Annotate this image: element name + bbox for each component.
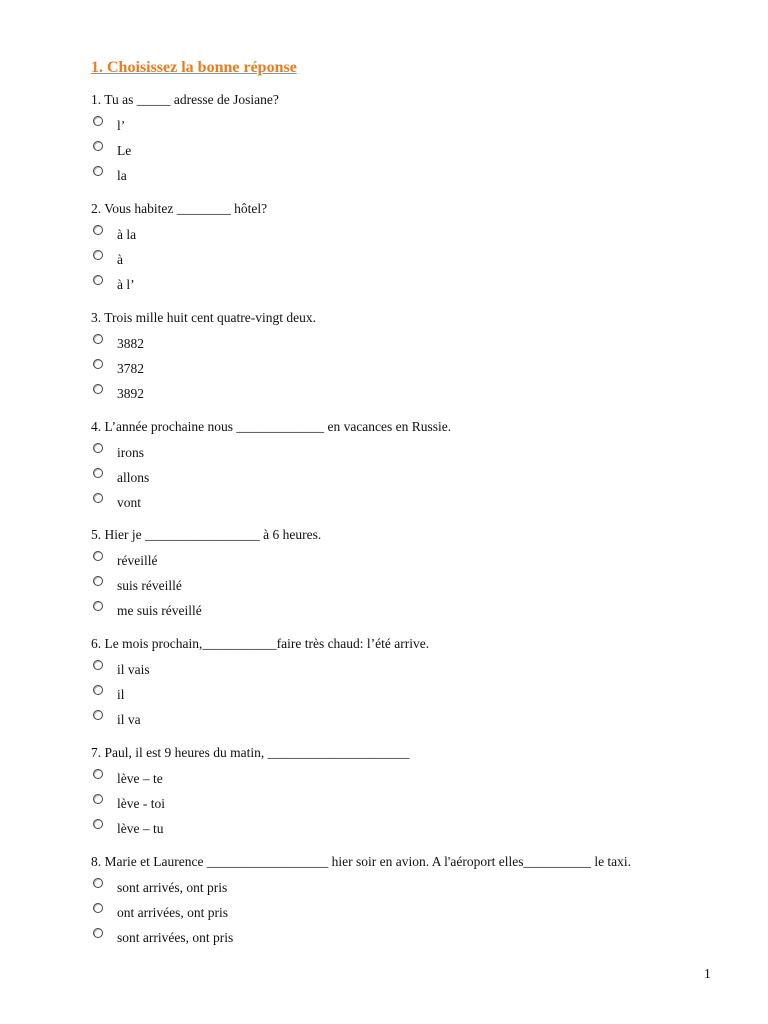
option-label: l’ (117, 118, 126, 133)
answer-option[interactable] (91, 710, 731, 735)
question-4 (91, 419, 731, 518)
question-text: 7. Paul, il est 9 heures du matin, _____________________ (91, 745, 410, 760)
radio-button[interactable] (93, 166, 103, 176)
radio-button[interactable] (93, 903, 103, 913)
answer-option[interactable] (91, 468, 731, 493)
radio-button[interactable] (93, 334, 103, 344)
radio-button[interactable] (93, 660, 103, 670)
option-label: à (117, 252, 123, 267)
option-label: à l’ (117, 277, 135, 292)
option-label: sont arrivées, ont pris (117, 930, 234, 945)
option-label: lève - toi (117, 796, 165, 811)
answer-option[interactable] (91, 141, 731, 166)
answer-option[interactable] (91, 769, 731, 794)
option-label: il vais (117, 662, 150, 677)
radio-button[interactable] (93, 493, 103, 503)
question-text: 6. Le mois prochain,___________faire très chaud: l’été arrive. (91, 636, 430, 651)
radio-button[interactable] (93, 878, 103, 888)
radio-button[interactable] (93, 275, 103, 285)
answer-option[interactable] (91, 685, 731, 710)
radio-button[interactable] (93, 710, 103, 720)
answer-option[interactable] (91, 660, 731, 685)
question-8 (91, 854, 731, 953)
question-text: 4. L’année prochaine nous _____________ en vacances en Russie. (91, 419, 452, 434)
answer-option[interactable] (91, 166, 731, 191)
question-text: 5. Hier je _________________ à 6 heures. (91, 527, 322, 542)
radio-button[interactable] (93, 225, 103, 235)
answer-option[interactable] (91, 359, 731, 384)
question-6 (91, 636, 731, 735)
option-label: il (117, 687, 125, 702)
exercise-title: 1. Choisissez la bonne réponse (91, 59, 297, 76)
question-2 (91, 201, 731, 300)
option-label: lève – te (117, 771, 163, 786)
answer-option[interactable] (91, 576, 731, 601)
answer-option[interactable] (91, 878, 731, 903)
option-label: sont arrivés, ont pris (117, 880, 228, 895)
radio-button[interactable] (93, 601, 103, 611)
page-number: 1 (704, 966, 711, 981)
question-3 (91, 310, 731, 409)
option-label: me suis réveillé (117, 603, 202, 618)
radio-button[interactable] (93, 384, 103, 394)
option-label: à la (117, 227, 137, 242)
question-text: 3. Trois mille huit cent quatre-vingt deux. (91, 310, 316, 325)
option-label: suis réveillé (117, 578, 182, 593)
radio-button[interactable] (93, 250, 103, 260)
answer-option[interactable] (91, 819, 731, 844)
question-text: 2. Vous habitez ________ hôtel? (91, 201, 268, 216)
answer-option[interactable] (91, 551, 731, 576)
answer-option[interactable] (91, 601, 731, 626)
radio-button[interactable] (93, 576, 103, 586)
option-label: irons (117, 445, 144, 460)
answer-option[interactable] (91, 334, 731, 359)
option-label: 3782 (117, 361, 144, 376)
radio-button[interactable] (93, 443, 103, 453)
question-text: 8. Marie et Laurence __________________ hier soir en avion. A l'aéroport elles__________ le taxi. (91, 854, 632, 869)
option-label: vont (117, 495, 142, 510)
answer-option[interactable] (91, 116, 731, 141)
radio-button[interactable] (93, 141, 103, 151)
answer-option[interactable] (91, 443, 731, 468)
question-1 (91, 92, 731, 191)
radio-button[interactable] (93, 819, 103, 829)
answer-option[interactable] (91, 225, 731, 250)
radio-button[interactable] (93, 685, 103, 695)
option-label: réveillé (117, 553, 158, 568)
answer-option[interactable] (91, 928, 731, 953)
option-label: 3892 (117, 386, 144, 401)
answer-option[interactable] (91, 250, 731, 275)
radio-button[interactable] (93, 794, 103, 804)
option-label: la (117, 168, 127, 183)
option-label: ont arrivées, ont pris (117, 905, 228, 920)
radio-button[interactable] (93, 769, 103, 779)
answer-option[interactable] (91, 903, 731, 928)
question-text: 1. Tu as _____ adresse de Josiane? (91, 92, 279, 107)
radio-button[interactable] (93, 116, 103, 126)
option-label: Le (117, 143, 132, 158)
option-label: lève – tu (117, 821, 164, 836)
answer-option[interactable] (91, 384, 731, 409)
option-label: allons (117, 470, 150, 485)
answer-option[interactable] (91, 493, 731, 518)
radio-button[interactable] (93, 359, 103, 369)
answer-option[interactable] (91, 794, 731, 819)
option-label: il va (117, 712, 141, 727)
radio-button[interactable] (93, 928, 103, 938)
answer-option[interactable] (91, 275, 731, 300)
option-label: 3882 (117, 336, 144, 351)
question-7 (91, 745, 731, 844)
question-5 (91, 527, 731, 626)
radio-button[interactable] (93, 468, 103, 478)
radio-button[interactable] (93, 551, 103, 561)
